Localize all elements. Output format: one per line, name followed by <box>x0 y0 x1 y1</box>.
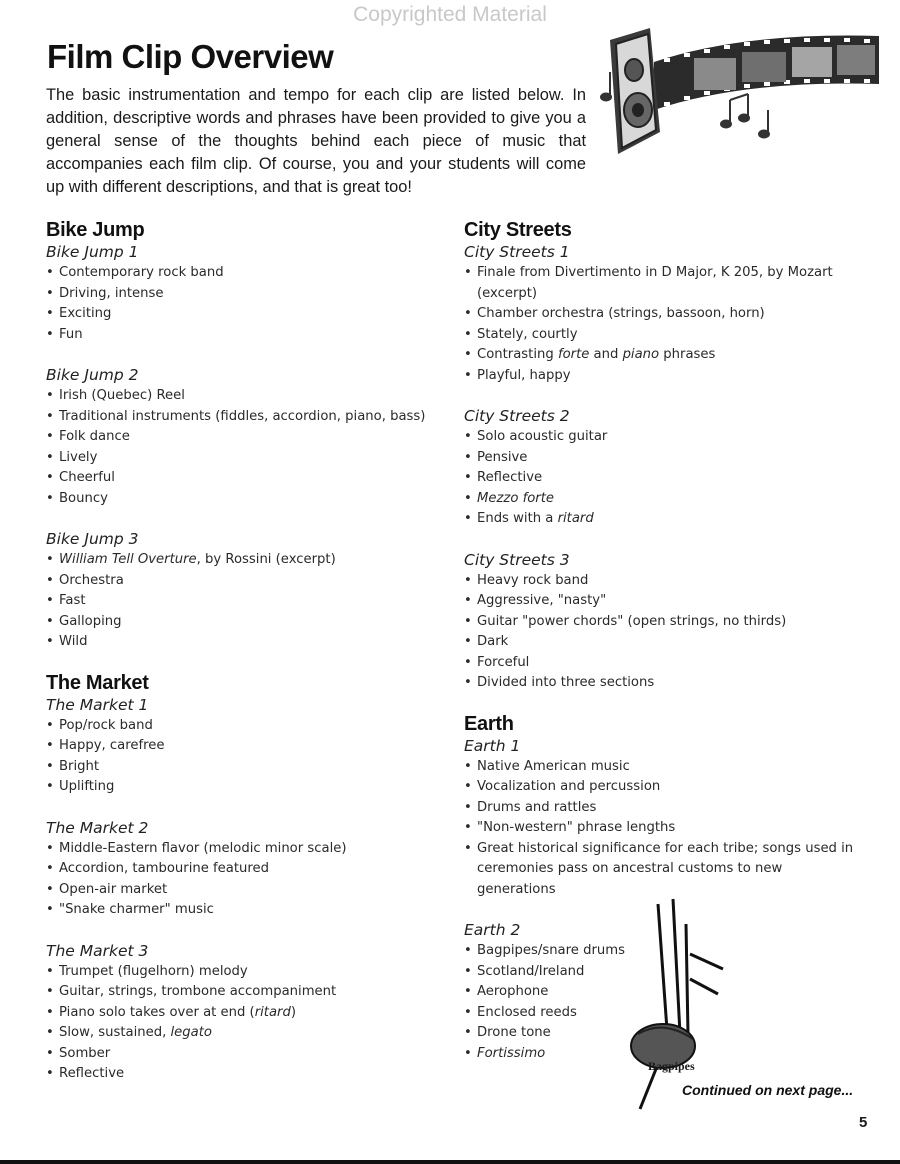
subsection-title: Earth 1 <box>464 736 521 755</box>
speaker-filmstrip-illustration <box>594 22 884 167</box>
list-item: • Aerophone <box>464 982 859 1003</box>
text: Contrasting <box>477 347 558 362</box>
list-item: • Solo acoustic guitar <box>464 427 859 448</box>
bullet-list <box>46 263 446 345</box>
list-item: • Galloping <box>46 612 446 633</box>
list-item: • Guitar "power chords" (open strings, no thirds) <box>464 612 859 633</box>
bullet-list <box>46 386 446 509</box>
list-item: • "Non-western" phrase lengths <box>464 818 859 839</box>
list-item: • Pop/rock band <box>46 716 446 737</box>
list-item <box>464 489 859 510</box>
subsection-title: The Market 3 <box>46 941 149 960</box>
italic-text: Mezzo forte <box>477 490 555 506</box>
list-item: • Open-air market <box>46 880 446 901</box>
subsection-title: City Streets 3 <box>464 550 570 569</box>
bullet-list <box>46 716 446 798</box>
intro-paragraph: The basic instrumentation and tempo for each clip are listed below. In addition, descriptive words and phrases have been provided to give you a general sense of the thoughts behind each piece of music that accompanies each film clip. Of course, you and your students will come up with different descriptions, and that is great too! <box>46 86 586 196</box>
list-item: • Contemporary rock band <box>46 263 446 284</box>
italic-text: ritard <box>254 1004 291 1020</box>
list-item: • Orchestra <box>46 571 446 592</box>
bottom-rule <box>0 1160 900 1164</box>
list-item: • Uplifting <box>46 777 446 798</box>
left-column <box>46 218 446 1085</box>
subsection-title: Earth 2 <box>464 921 521 939</box>
film-strip-icon <box>654 36 879 110</box>
list-item: • Drone tone <box>464 1023 859 1044</box>
subsection-title: Bike Jump 3 <box>46 530 139 548</box>
subsection-title: Bike Jump 2 <box>46 366 139 384</box>
list-item: • Reflective <box>464 468 859 489</box>
section-title-bike-jump: Bike Jump <box>46 219 145 241</box>
list-item: • Cheerful <box>46 468 446 489</box>
section-title-city-streets: City Streets <box>464 219 572 241</box>
list-item: • Playful, happy <box>464 366 859 387</box>
list-item: • Middle-Eastern flavor (melodic minor scale) <box>46 839 446 860</box>
list-item: • Bright <box>46 757 446 778</box>
bullet-list <box>464 757 859 901</box>
list-item: • Vocalization and percussion <box>464 777 859 798</box>
italic-text: piano <box>622 347 660 362</box>
list-item: • Trumpet (flugelhorn) melody <box>46 962 446 983</box>
list-item <box>46 1023 446 1044</box>
italic-text: William Tell Overture <box>59 552 197 567</box>
continued-note: Continued on next page... <box>682 1082 854 1098</box>
subsection-title: The Market 1 <box>46 695 149 714</box>
list-item: • Accordion, tambourine featured <box>46 859 446 880</box>
list-item: • Somber <box>46 1044 446 1065</box>
bullet-list <box>464 263 859 386</box>
list-item: • Great historical significance for each tribe; songs used in ceremonies pass on ancestral customs to new generations <box>464 839 859 901</box>
italic-text: legato <box>170 1025 212 1040</box>
subsection-title: Bike Jump 1 <box>46 243 139 261</box>
italic-text: Fortissimo <box>477 1045 546 1061</box>
list-item: • Guitar, strings, trombone accompaniment <box>46 982 446 1003</box>
bagpipes-icon <box>640 899 723 1109</box>
list-item <box>464 509 859 530</box>
page-title: Film Clip Overview <box>47 38 334 75</box>
text: ) <box>290 1004 297 1020</box>
list-item: • Drums and rattles <box>464 798 859 819</box>
list-item: • Reflective <box>46 1064 446 1085</box>
list-item: • Stately, courtly <box>464 325 859 346</box>
list-item: • Fast <box>46 591 446 612</box>
subsection-title: City Streets 1 <box>464 243 570 261</box>
list-item: • Dark <box>464 632 859 653</box>
list-item: • Finale from Divertimento in D Major, K 205, by Mozart (excerpt) <box>464 263 859 304</box>
bullet-list <box>464 427 859 530</box>
list-item: • Traditional instruments (fiddles, accordion, piano, bass) <box>46 407 446 428</box>
bagpipes-illustration <box>618 894 738 1114</box>
text: Slow, sustained, <box>59 1025 171 1040</box>
list-item: • Driving, intense <box>46 284 446 305</box>
list-item: • Aggressive, "nasty" <box>464 591 859 612</box>
list-item: • Enclosed reeds <box>464 1003 859 1024</box>
list-item: • Wild <box>46 632 446 653</box>
text: Piano solo takes over at end ( <box>59 1004 255 1020</box>
list-item <box>464 345 859 366</box>
list-item <box>46 1003 446 1024</box>
list-item: • Heavy rock band <box>464 571 859 592</box>
list-item: • Divided into three sections <box>464 673 859 694</box>
copyright-watermark: Copyrighted Material <box>353 3 547 26</box>
list-item: • Native American music <box>464 757 859 778</box>
list-item: • Folk dance <box>46 427 446 448</box>
section-title-earth: Earth <box>464 712 514 735</box>
text: Ends with a <box>477 511 558 526</box>
list-item: • Irish (Quebec) Reel <box>46 386 446 407</box>
list-item: • Exciting <box>46 304 446 325</box>
bagpipes-caption: Bagpipes <box>648 1059 695 1073</box>
bullet-list <box>464 571 859 694</box>
list-item: • Pensive <box>464 448 859 469</box>
italic-text: forte <box>557 347 590 362</box>
bullet-list <box>46 550 446 653</box>
list-item: • Bagpipes/snare drums <box>464 941 859 962</box>
subsection-title: The Market 2 <box>46 818 149 837</box>
list-item <box>46 550 446 571</box>
bullet-list <box>46 839 446 921</box>
italic-text: ritard <box>557 511 594 526</box>
bullet-list <box>46 962 446 1085</box>
page-number: 5 <box>859 1114 868 1131</box>
text: , by Rossini (excerpt) <box>196 552 336 567</box>
text: phrases <box>659 347 716 362</box>
list-item: • Chamber orchestra (strings, bassoon, horn) <box>464 304 859 325</box>
list-item: • "Snake charmer" music <box>46 900 446 921</box>
subsection-title: City Streets 2 <box>464 407 570 425</box>
list-item: • Fun <box>46 325 446 346</box>
list-item: • Lively <box>46 448 446 469</box>
list-item: • Happy, carefree <box>46 736 446 757</box>
list-item: • Bouncy <box>46 489 446 510</box>
speaker-icon <box>610 28 660 154</box>
text: and <box>589 347 623 362</box>
list-item: • Forceful <box>464 653 859 674</box>
list-item: • Scotland/Ireland <box>464 962 859 983</box>
section-title-the-market: The Market <box>46 671 149 694</box>
